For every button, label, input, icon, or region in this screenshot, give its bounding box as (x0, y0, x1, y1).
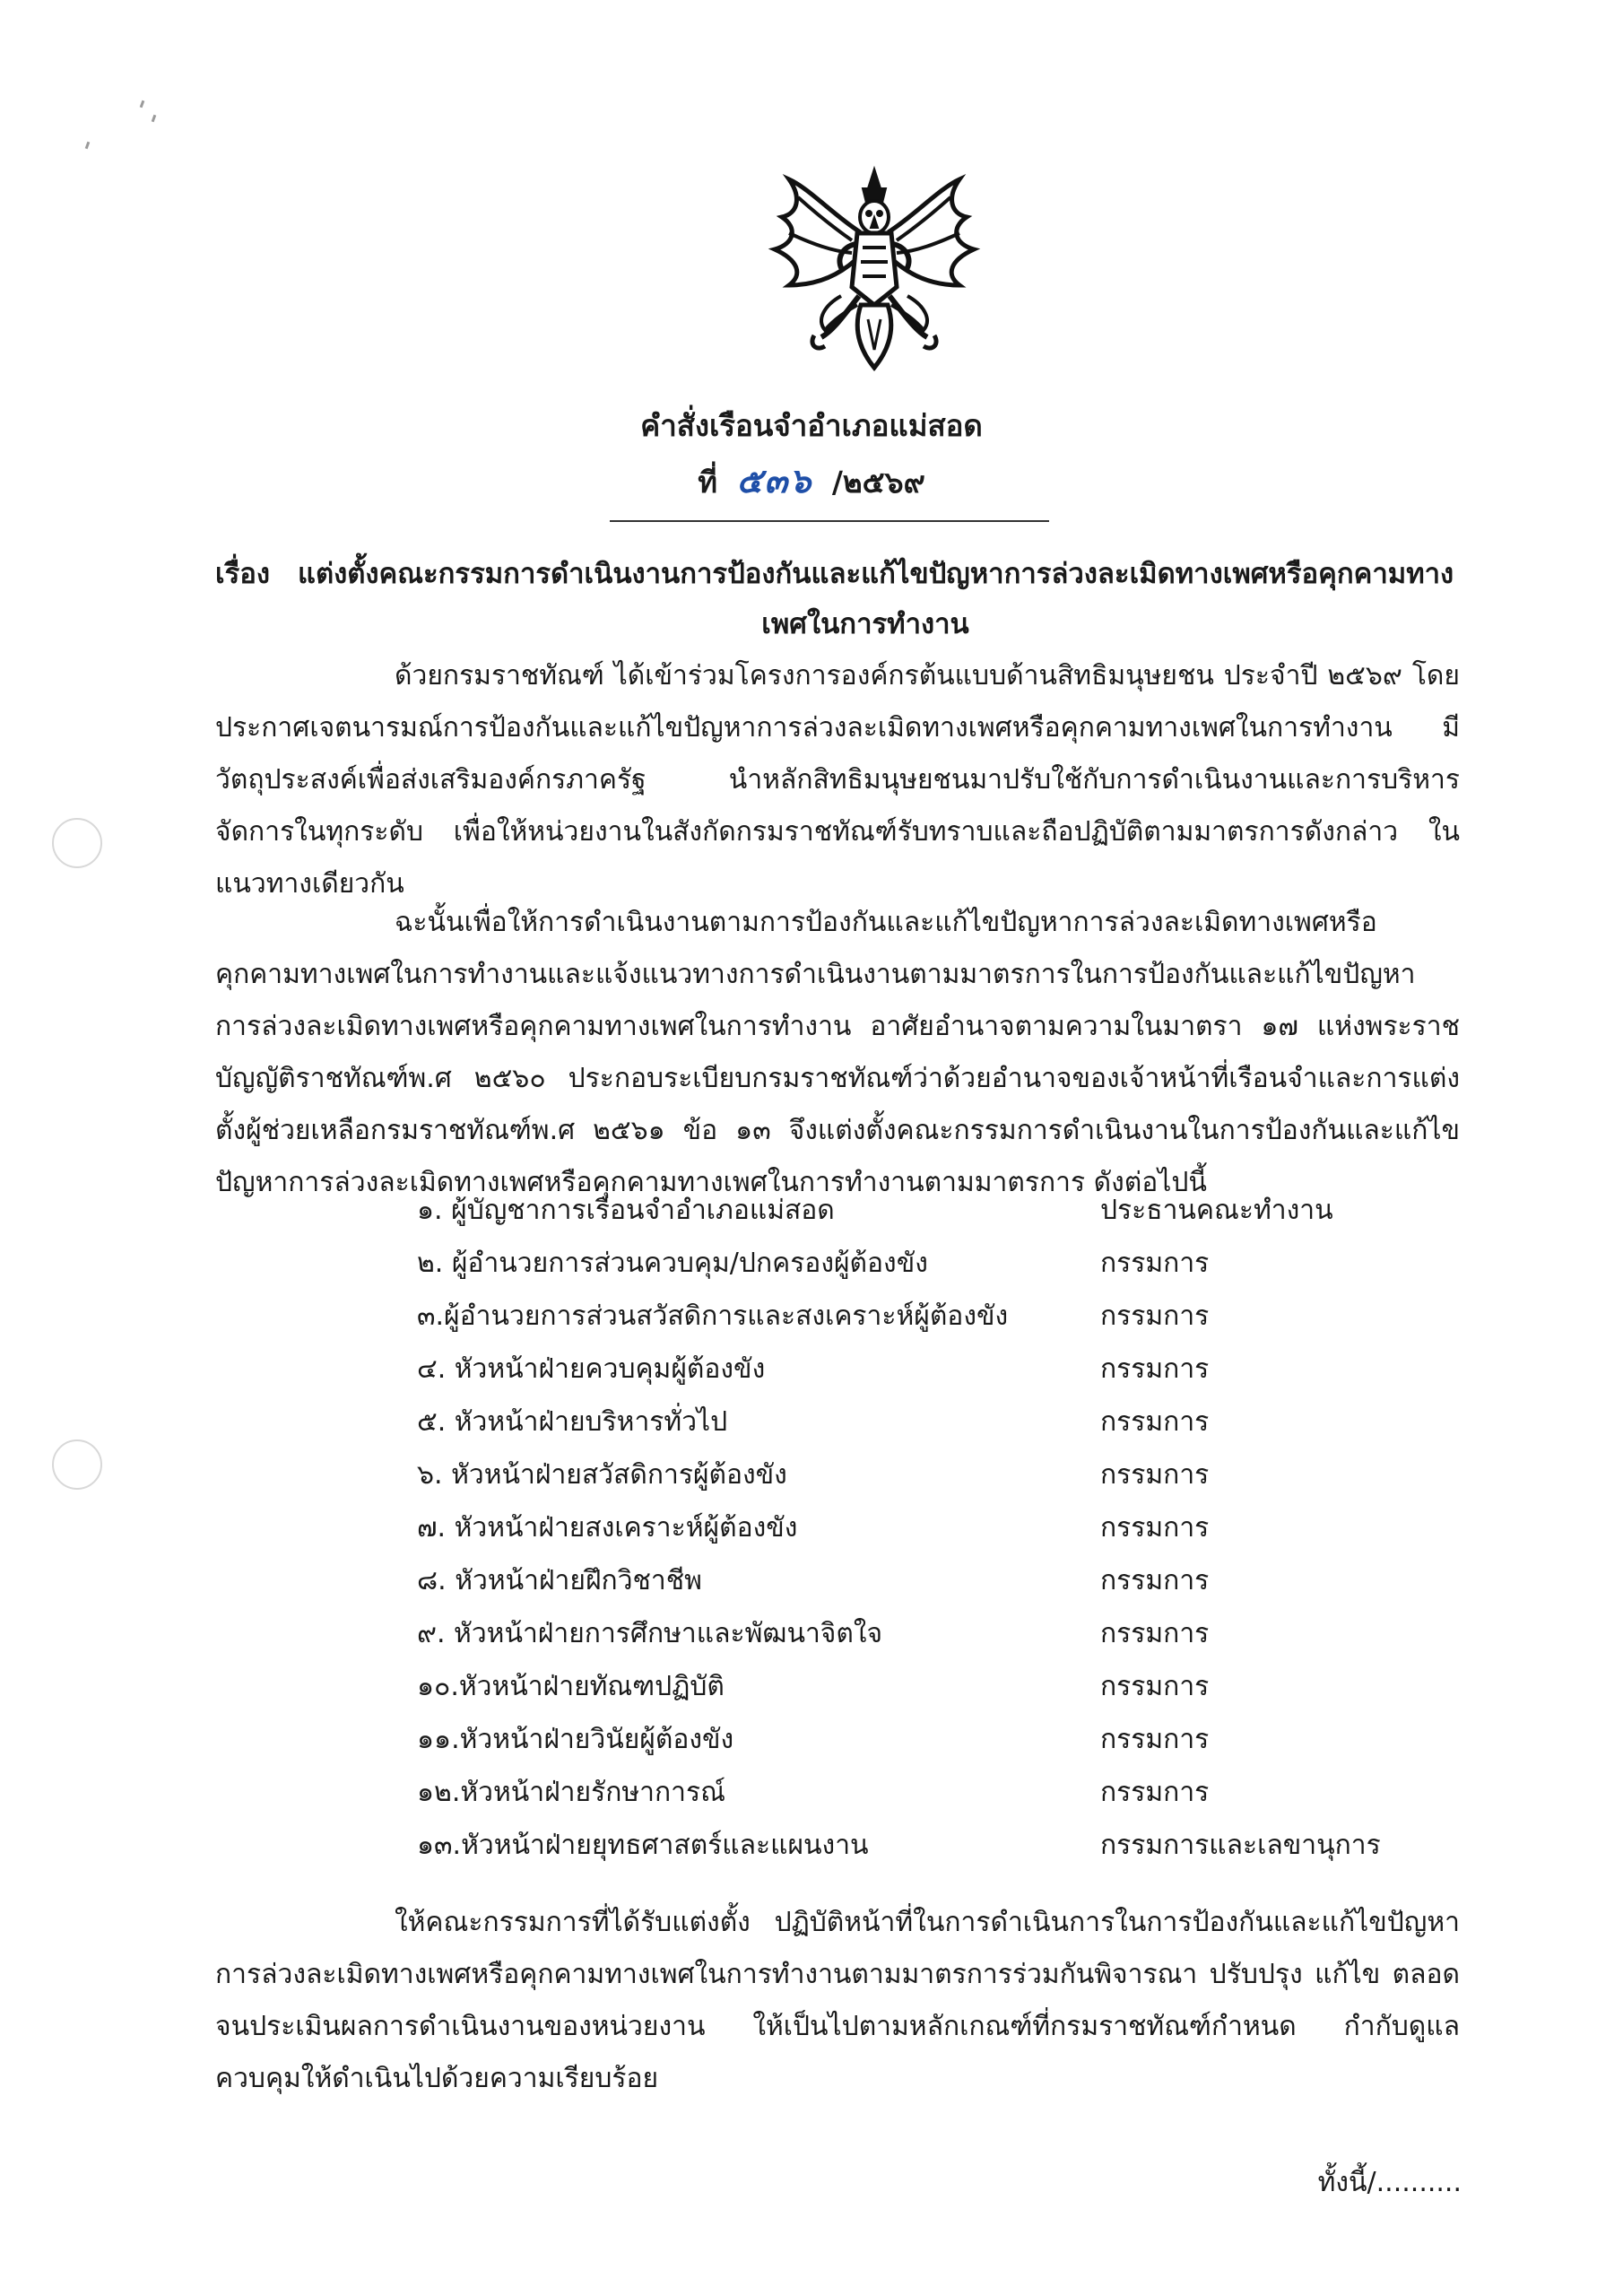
member-role: กรรมการ (1100, 1459, 1210, 1491)
member-role: กรรมการ (1100, 1671, 1210, 1702)
member-position: ๑๑.หัวหน้าฝ่ายวินัยผู้ต้องขัง (417, 1724, 734, 1755)
member-position: ๑๒.หัวหน้าฝ่ายรักษาการณ์ (417, 1777, 725, 1808)
member-position: ๗. หัวหน้าฝ่ายสงเคราะห์ผู้ต้องขัง (417, 1512, 798, 1544)
member-position: ๔. หัวหน้าฝ่ายควบคุมผู้ต้องขัง (417, 1353, 766, 1385)
member-role: ประธานคณะทำงาน (1100, 1195, 1333, 1226)
member-role: กรรมการ (1100, 1406, 1210, 1438)
member-role: กรรมการ (1100, 1724, 1210, 1755)
handwritten-order-number: ๕๓๖ (736, 460, 813, 500)
member-position: ๑๐.หัวหน้าฝ่ายทัณฑปฏิบัติ (417, 1671, 725, 1702)
order-prefix: ที่ (698, 465, 717, 500)
subject-text-line1: แต่งตั้งคณะกรรมการดำเนินงานการป้องกันและแก้ไขปัญหาการล่วงละเมิดทางเพศหรือคุกคามทาง (298, 558, 1454, 590)
member-position: ๕. หัวหน้าฝ่ายบริหารทั่วไป (417, 1406, 728, 1438)
member-row (417, 1824, 1448, 1877)
member-row (417, 1295, 1448, 1348)
member-role: กรรมการ (1100, 1777, 1210, 1808)
subject-block (215, 549, 1462, 649)
member-position: ๖. หัวหน้าฝ่ายสวัสดิการผู้ต้องขัง (417, 1459, 787, 1491)
body-paragraph-1: ด้วยกรมราชทัณฑ์ ได้เข้าร่วมโครงการองค์กรต้นแบบด้านสิทธิมนุษยชน ประจำปี ๒๕๖๙ โดยประกาศเจตนารมณ์การป้องกันและแก้ไขปัญหาการล่วงละเมิดทางเพศหรือคุกคามทางเพศในการทำงาน มีวัตถุประสงค์เพื่อส่งเสริมองค์กรภาครัฐ นำหลักสิทธิมนุษยชนมาปรับใช้กับการดำเนินงานและการบริหารจัดการในทุกระดับ เพื่อให้หน่วยงานในสังกัดกรมราชทัณฑ์รับทราบและถือปฏิบัติตามมาตรการดังกล่าว ในแนวทางเดียวกัน (215, 660, 1460, 900)
member-row (417, 1348, 1448, 1401)
punch-hole-mark (52, 1439, 102, 1490)
member-role: กรรมการ (1100, 1300, 1210, 1332)
member-row (417, 1189, 1448, 1242)
member-role: กรรมการ (1100, 1512, 1210, 1544)
member-position: ๒. ผู้อำนวยการส่วนควบคุม/ปกครองผู้ต้องขัง (417, 1248, 928, 1279)
title-divider (610, 520, 1049, 522)
member-role: กรรมการและเลขานุการ (1100, 1830, 1381, 1861)
subject-text-line2: เพศในการทำงาน (761, 608, 969, 640)
body-paragraph-3: ให้คณะกรรมการที่ได้รับแต่งตั้ง ปฏิบัติหน้าที่ในการดำเนินการในการป้องกันและแก้ไขปัญหาการล่วงละเมิดทางเพศหรือคุกคามทางเพศในการทำงานตามมาตรการร่วมกันพิจารณา ปรับปรุง แก้ไข ตลอดจนประเมินผลการดำเนินงานของหน่วยงาน ให้เป็นไปตามหลักเกณฑ์ที่กรมราชทัณฑ์กำหนด กำกับดูแลควบคุมให้ดำเนินไปด้วยความเรียบร้อย (215, 1907, 1460, 2094)
member-position: ๑๓.หัวหน้าฝ่ายยุทธศาสตร์และแผนงาน (417, 1830, 869, 1861)
member-row (417, 1401, 1448, 1454)
scan-speck (152, 115, 157, 123)
member-role: กรรมการ (1100, 1618, 1210, 1649)
member-row (417, 1613, 1448, 1665)
member-row (417, 1560, 1448, 1613)
member-position: ๘. หัวหน้าฝ่ายฝึกวิชาชีพ (417, 1565, 702, 1596)
document-title: คำสั่งเรือนจำอำเภอแม่สอด (640, 408, 983, 443)
garuda-emblem-icon (762, 161, 986, 386)
punch-hole-mark (52, 818, 102, 868)
member-row (417, 1718, 1448, 1771)
member-row (417, 1771, 1448, 1824)
member-position: ๑. ผู้บัญชาการเรือนจำอำเภอแม่สอด (417, 1195, 835, 1226)
member-role: กรรมการ (1100, 1248, 1210, 1279)
member-position: ๓.ผู้อำนวยการส่วนสวัสดิการและสงเคราะห์ผู้ต้องขัง (417, 1300, 1009, 1332)
member-role: กรรมการ (1100, 1565, 1210, 1596)
page-continuation: ทั้งนี้/.......... (1317, 2167, 1462, 2198)
order-year: /๒๕๖๙ (831, 465, 925, 500)
scan-speck (85, 142, 91, 150)
member-row (417, 1454, 1448, 1507)
member-row (417, 1665, 1448, 1718)
committee-member-list (417, 1189, 1448, 1877)
order-number (0, 453, 1623, 508)
member-row (417, 1242, 1448, 1295)
member-role: กรรมการ (1100, 1353, 1210, 1385)
subject-label: เรื่อง (215, 558, 271, 590)
scan-speck (140, 100, 145, 109)
member-row (417, 1507, 1448, 1560)
member-position: ๙. หัวหน้าฝ่ายการศึกษาและพัฒนาจิตใจ (417, 1618, 883, 1649)
body-paragraph-2: ฉะนั้นเพื่อให้การดำเนินงานตามการป้องกันและแก้ไขปัญหาการล่วงละเมิดทางเพศหรือคุกคามทางเพศในการทำงานและแจ้งแนวทางการดำเนินงานตามมาตรการในการป้องกันและแก้ไขปัญหาการล่วงละเมิดทางเพศหรือคุกคามทางเพศในการทำงาน อาศัยอำนาจตามความในมาตรา ๑๗ แห่งพระราชบัญญัติราชทัณฑ์พ.ศ ๒๕๖๐ ประกอบระเบียบกรมราชทัณฑ์ว่าด้วยอำนาจของเจ้าหน้าที่เรือนจำและการแต่งตั้งผู้ช่วยเหลือกรมราชทัณฑ์พ.ศ ๒๕๖๑ ข้อ ๑๓ จึงแต่งตั้งคณะกรรมการดำเนินงานในการป้องกันและแก้ไขปัญหาการล่วงละเมิดทางเพศหรือคุกคามทางเพศในการทำงานตามมาตรการ ดังต่อไปนี้ (215, 907, 1460, 1198)
